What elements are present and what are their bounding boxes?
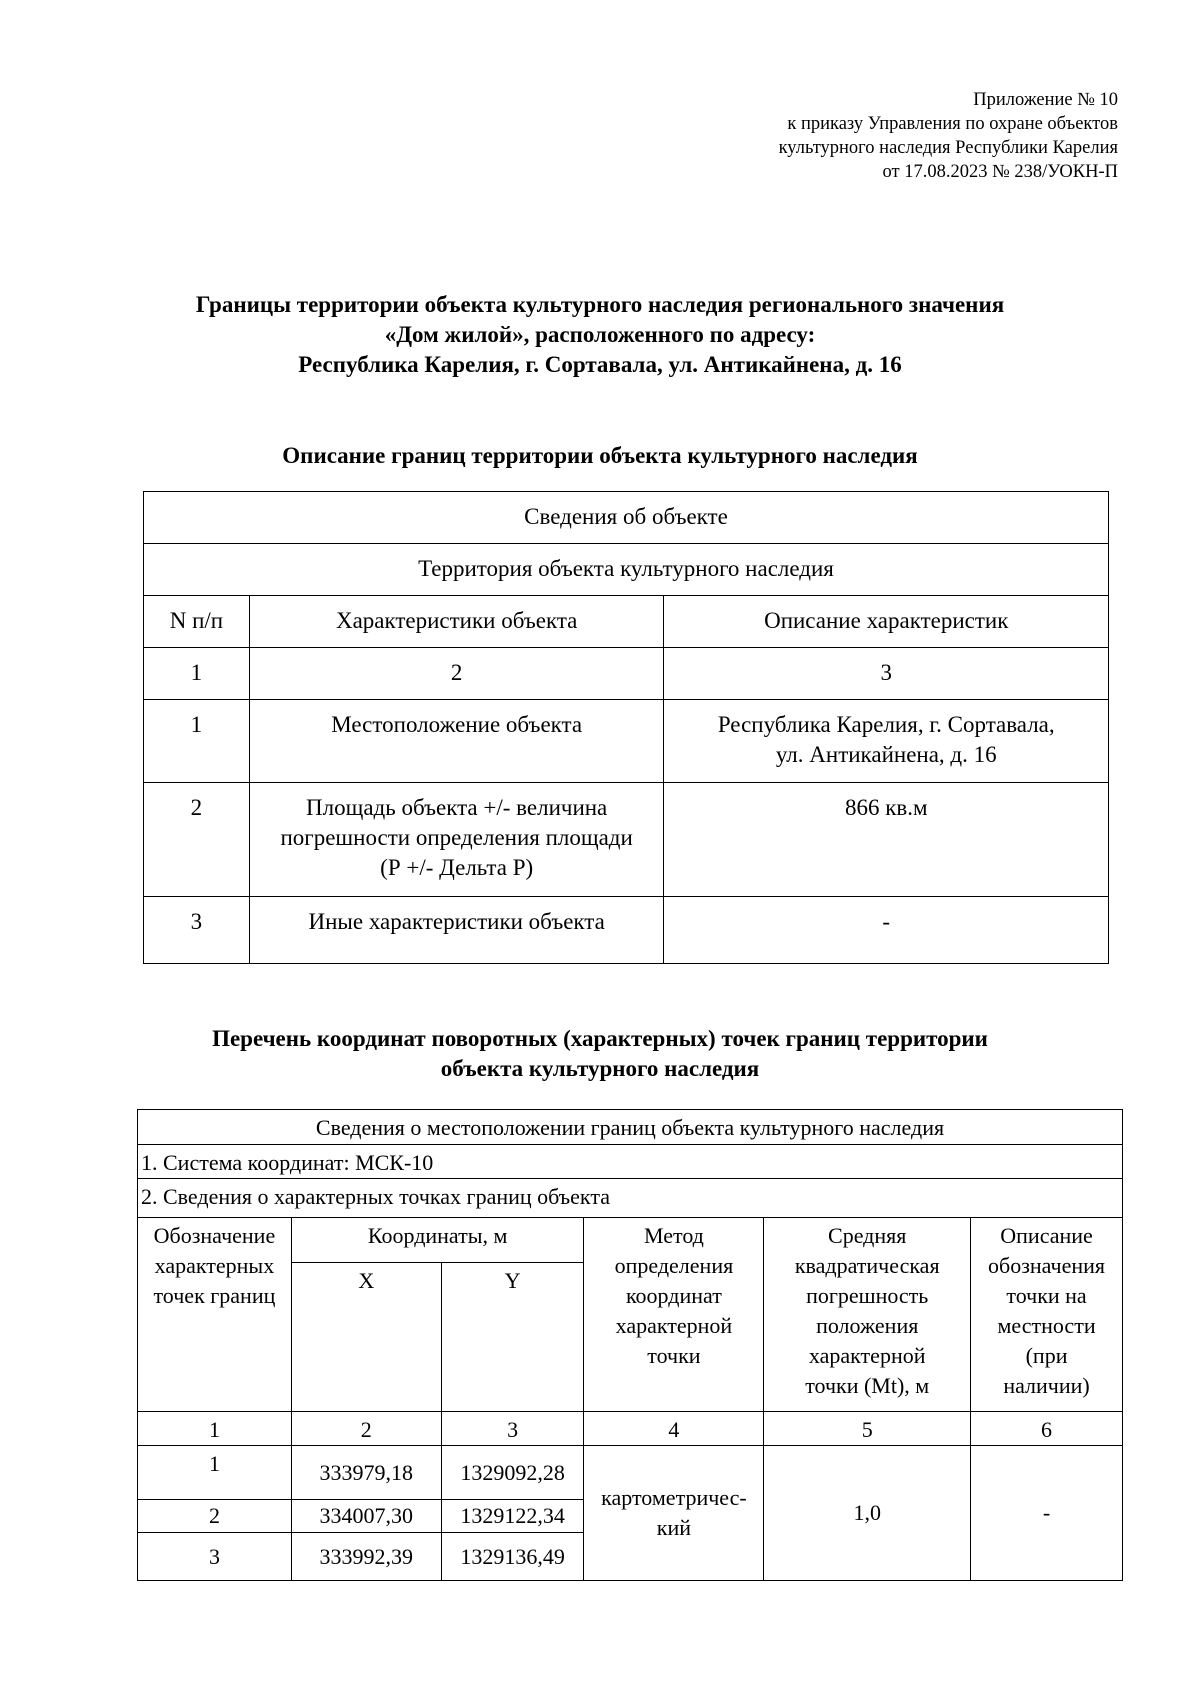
point-id: 1 bbox=[138, 1446, 292, 1500]
section1-heading: Описание границ территории объекта культурного наследия bbox=[282, 443, 918, 468]
header-point-designation: Обозначение характерных точек границ bbox=[138, 1218, 292, 1412]
col-number: 3 bbox=[664, 648, 1109, 700]
section2-heading-line-1: Перечень координат поворотных (характерных) точек границ территории bbox=[212, 1026, 988, 1051]
table-row-object-info: Сведения об объекте bbox=[144, 492, 1109, 544]
point-x: 333992,39 bbox=[291, 1533, 441, 1581]
row-characteristic: Площадь объекта +/- величина погрешности определения площади (Р +/- Дельта Р) bbox=[249, 783, 664, 897]
row-characteristic: Местоположение объекта bbox=[249, 700, 664, 783]
error-value: 1,0 bbox=[764, 1446, 971, 1581]
header-point-description: Описание обозначения точки на местности (при наличии) bbox=[971, 1218, 1123, 1412]
title-line-1: Границы территории объекта культурного наследия регионального значения bbox=[195, 292, 1005, 317]
col-number: 6 bbox=[971, 1412, 1123, 1446]
col-number: 4 bbox=[584, 1412, 764, 1446]
col-number: 1 bbox=[144, 648, 250, 700]
table-row bbox=[138, 1446, 1123, 1500]
table-row bbox=[144, 700, 1109, 783]
table-row bbox=[144, 897, 1109, 964]
header-characteristics: Характеристики объекта bbox=[249, 596, 664, 648]
row-number: 3 bbox=[144, 897, 250, 964]
method-value: картометричес- кий bbox=[584, 1446, 764, 1581]
section2-heading-line-2: объекта культурного наследия bbox=[440, 1056, 760, 1081]
object-description-table bbox=[143, 491, 1109, 964]
coordinates-table bbox=[137, 1109, 1123, 1581]
appendix-header bbox=[779, 88, 1118, 184]
point-y: 1329122,34 bbox=[441, 1500, 584, 1533]
row-characteristic: Иные характеристики объекта bbox=[249, 897, 664, 964]
header-method: Метод определения координат характерной точки bbox=[584, 1218, 764, 1412]
header-number: N п/п bbox=[144, 596, 250, 648]
col-number: 5 bbox=[764, 1412, 971, 1446]
row-description: Республика Карелия, г. Сортавала, ул. Антикайнена, д. 16 bbox=[664, 700, 1109, 783]
title-line-2: «Дом жилой», расположенного по адресу: bbox=[384, 322, 816, 347]
col-number: 2 bbox=[249, 648, 664, 700]
points-info: 2. Сведения о характерных точках границ объекта bbox=[138, 1179, 1123, 1218]
header-error: Средняя квадратическая погрешность положения характерной точки (Mt), м bbox=[764, 1218, 971, 1412]
header-description: Описание характеристик bbox=[664, 596, 1109, 648]
table-row-territory: Территория объекта культурного наследия bbox=[144, 544, 1109, 596]
appendix-date: от 17.08.2023 № 238/УОКН-П bbox=[882, 162, 1118, 182]
row-number: 2 bbox=[144, 783, 250, 897]
point-y: 1329092,28 bbox=[441, 1446, 584, 1500]
point-x: 334007,30 bbox=[291, 1500, 441, 1533]
header-y: Y bbox=[441, 1263, 584, 1412]
appendix-order-ref: к приказу Управления по охране объектов bbox=[787, 114, 1118, 134]
row-number: 1 bbox=[144, 700, 250, 783]
row-description: 866 кв.м bbox=[664, 783, 1109, 897]
point-id: 2 bbox=[138, 1500, 292, 1533]
row-description: - bbox=[664, 897, 1109, 964]
point-y: 1329136,49 bbox=[441, 1533, 584, 1581]
col-number: 3 bbox=[441, 1412, 584, 1446]
col-number: 1 bbox=[138, 1412, 292, 1446]
table-row bbox=[144, 783, 1109, 897]
appendix-number: Приложение № 10 bbox=[973, 90, 1118, 110]
header-coordinates: Координаты, м bbox=[291, 1218, 584, 1263]
coordinate-system: 1. Система координат: МСК-10 bbox=[138, 1145, 1123, 1179]
title-line-3: Республика Карелия, г. Сортавала, ул. Антикайнена, д. 16 bbox=[298, 352, 902, 377]
point-x: 333979,18 bbox=[291, 1446, 441, 1500]
header-x: X bbox=[291, 1263, 441, 1412]
appendix-organization: культурного наследия Республики Карелия bbox=[778, 138, 1118, 158]
description-value: - bbox=[971, 1446, 1123, 1581]
document-title bbox=[0, 290, 1200, 380]
coordinates-caption: Сведения о местоположении границ объекта культурного наследия bbox=[138, 1110, 1123, 1145]
section2-heading bbox=[0, 1024, 1200, 1084]
point-id: 3 bbox=[138, 1533, 292, 1581]
col-number: 2 bbox=[291, 1412, 441, 1446]
